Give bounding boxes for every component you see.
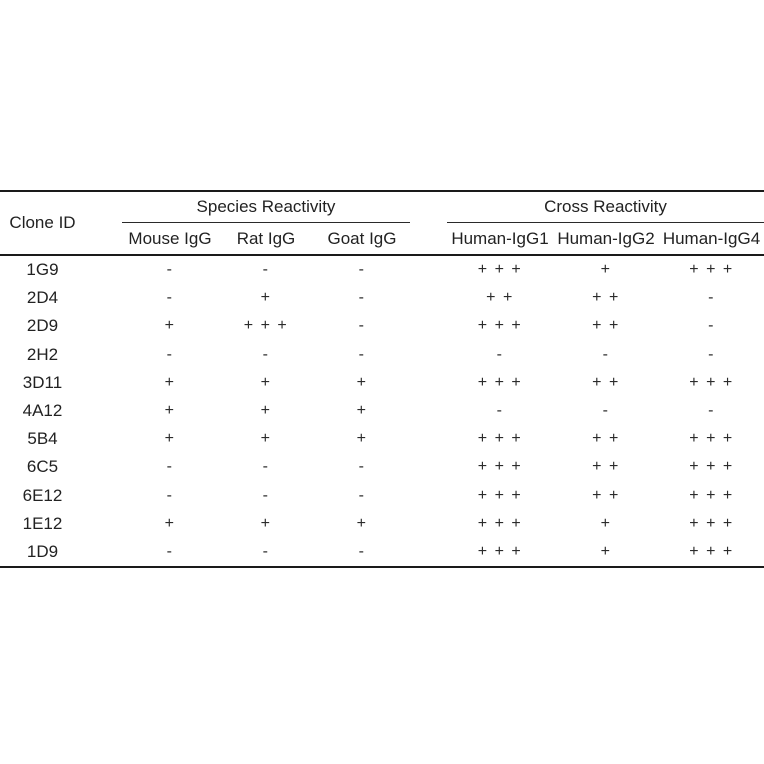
clone-id: 2H2: [26, 344, 59, 364]
cell-value: -: [358, 345, 366, 363]
column-gap: [85, 312, 122, 340]
table-row: [0, 510, 764, 538]
table-row: [0, 425, 764, 453]
cell-value: -: [358, 458, 366, 476]
cell-value: +: [600, 542, 612, 560]
cell-value: + + +: [477, 373, 523, 391]
cell-value: -: [358, 289, 366, 307]
cell-value: -: [166, 486, 174, 504]
cell-value: -: [358, 261, 366, 279]
col-header-human-igg4: Human-IgG4: [659, 223, 764, 256]
table-row: [0, 397, 764, 425]
col-header-rat-igg: Rat IgG: [218, 223, 314, 256]
cell-value: -: [708, 402, 715, 420]
table-row: [0, 453, 764, 481]
cell-value: -: [262, 542, 270, 560]
clone-id: 6C5: [26, 457, 59, 477]
cell-value: -: [166, 261, 174, 279]
clone-id: 4A12: [22, 401, 63, 421]
column-gap: [85, 341, 122, 369]
cell-value: +: [260, 402, 272, 420]
species-reactivity-header: Species Reactivity: [122, 191, 410, 223]
column-gap: [410, 341, 447, 369]
clone-id: 3D11: [22, 372, 63, 392]
clone-id-header: Clone ID: [0, 191, 85, 255]
cell-value: + + +: [689, 486, 734, 504]
column-gap: [85, 369, 122, 397]
cell-value: +: [164, 373, 176, 391]
table-row: [0, 255, 764, 284]
column-gap: [410, 510, 447, 538]
column-gap: [410, 255, 447, 284]
clone-id: 2D9: [26, 316, 59, 336]
col-header-goat-igg: Goat IgG: [314, 223, 410, 256]
cell-value: + +: [592, 430, 620, 448]
cell-value: +: [260, 514, 272, 532]
table-row: [0, 284, 764, 312]
cell-value: +: [356, 514, 368, 532]
column-gap: [85, 425, 122, 453]
cell-value: + + +: [243, 317, 289, 335]
cell-value: + + +: [689, 373, 734, 391]
cell-value: + + +: [689, 542, 734, 560]
column-gap: [410, 425, 447, 453]
cell-value: + + +: [689, 430, 734, 448]
column-gap: [410, 482, 447, 510]
cell-value: +: [164, 514, 176, 532]
cell-value: -: [166, 458, 174, 476]
clone-id: 6E12: [22, 485, 63, 505]
cell-value: + + +: [477, 542, 523, 560]
column-gap: [85, 255, 122, 284]
column-gap: [410, 191, 447, 255]
cell-value: -: [708, 345, 715, 363]
clone-id: 5B4: [27, 429, 58, 449]
cell-value: -: [358, 486, 366, 504]
group-header-row: [0, 191, 764, 223]
cell-value: +: [164, 317, 176, 335]
cross-reactivity-header: Cross Reactivity: [447, 191, 764, 223]
column-gap: [410, 369, 447, 397]
cell-value: -: [166, 289, 174, 307]
cell-value: -: [602, 345, 610, 363]
cell-value: +: [164, 402, 176, 420]
cell-value: +: [600, 514, 612, 532]
clone-id: 2D4: [26, 288, 59, 308]
column-gap: [85, 538, 122, 567]
table-row: [0, 369, 764, 397]
cell-value: -: [262, 261, 270, 279]
column-gap: [410, 397, 447, 425]
cell-value: -: [358, 542, 366, 560]
cell-value: +: [260, 430, 272, 448]
cell-value: + + +: [689, 458, 734, 476]
col-header-human-igg1: Human-IgG1: [447, 223, 553, 256]
column-gap: [410, 312, 447, 340]
cell-value: -: [262, 458, 270, 476]
cell-value: +: [260, 289, 272, 307]
cell-value: -: [496, 402, 504, 420]
cell-value: + +: [592, 458, 620, 476]
col-header-human-igg2: Human-IgG2: [553, 223, 659, 256]
cell-value: + + +: [477, 458, 523, 476]
cell-value: + + +: [689, 514, 734, 532]
cell-value: + +: [592, 289, 620, 307]
cell-value: -: [358, 317, 366, 335]
cell-value: -: [262, 345, 270, 363]
column-gap: [85, 191, 122, 255]
cell-value: + + +: [477, 261, 523, 279]
cell-value: +: [260, 373, 272, 391]
cell-value: -: [166, 345, 174, 363]
cell-value: -: [708, 289, 715, 307]
cell-value: + +: [486, 289, 514, 307]
column-gap: [85, 397, 122, 425]
cell-value: + +: [592, 317, 620, 335]
cell-value: -: [496, 345, 504, 363]
cell-value: +: [356, 402, 368, 420]
column-gap: [410, 453, 447, 481]
column-gap: [85, 284, 122, 312]
column-gap: [85, 510, 122, 538]
table-row: [0, 482, 764, 510]
cell-value: + + +: [477, 430, 523, 448]
col-header-mouse-igg: Mouse IgG: [122, 223, 218, 256]
column-gap: [410, 538, 447, 567]
cell-value: + + +: [689, 261, 734, 279]
column-gap: [85, 453, 122, 481]
clone-id: 1E12: [22, 513, 63, 533]
table-row: [0, 341, 764, 369]
cell-value: -: [262, 486, 270, 504]
cell-value: + + +: [477, 514, 523, 532]
cell-value: +: [356, 373, 368, 391]
reactivity-table: [0, 190, 764, 568]
reactivity-table-wrap: [0, 190, 764, 568]
cell-value: + +: [592, 486, 620, 504]
table-row: [0, 312, 764, 340]
cell-value: -: [708, 317, 715, 335]
clone-id: 1D9: [26, 541, 59, 561]
cell-value: +: [356, 430, 368, 448]
cell-value: +: [600, 261, 612, 279]
cell-value: +: [164, 430, 176, 448]
cell-value: -: [602, 402, 610, 420]
cell-value: + + +: [477, 486, 523, 504]
clone-id: 1G9: [26, 260, 59, 280]
column-gap: [85, 482, 122, 510]
cell-value: + +: [592, 373, 620, 391]
table-row: [0, 538, 764, 567]
column-gap: [410, 284, 447, 312]
cell-value: -: [166, 542, 174, 560]
cell-value: + + +: [477, 317, 523, 335]
